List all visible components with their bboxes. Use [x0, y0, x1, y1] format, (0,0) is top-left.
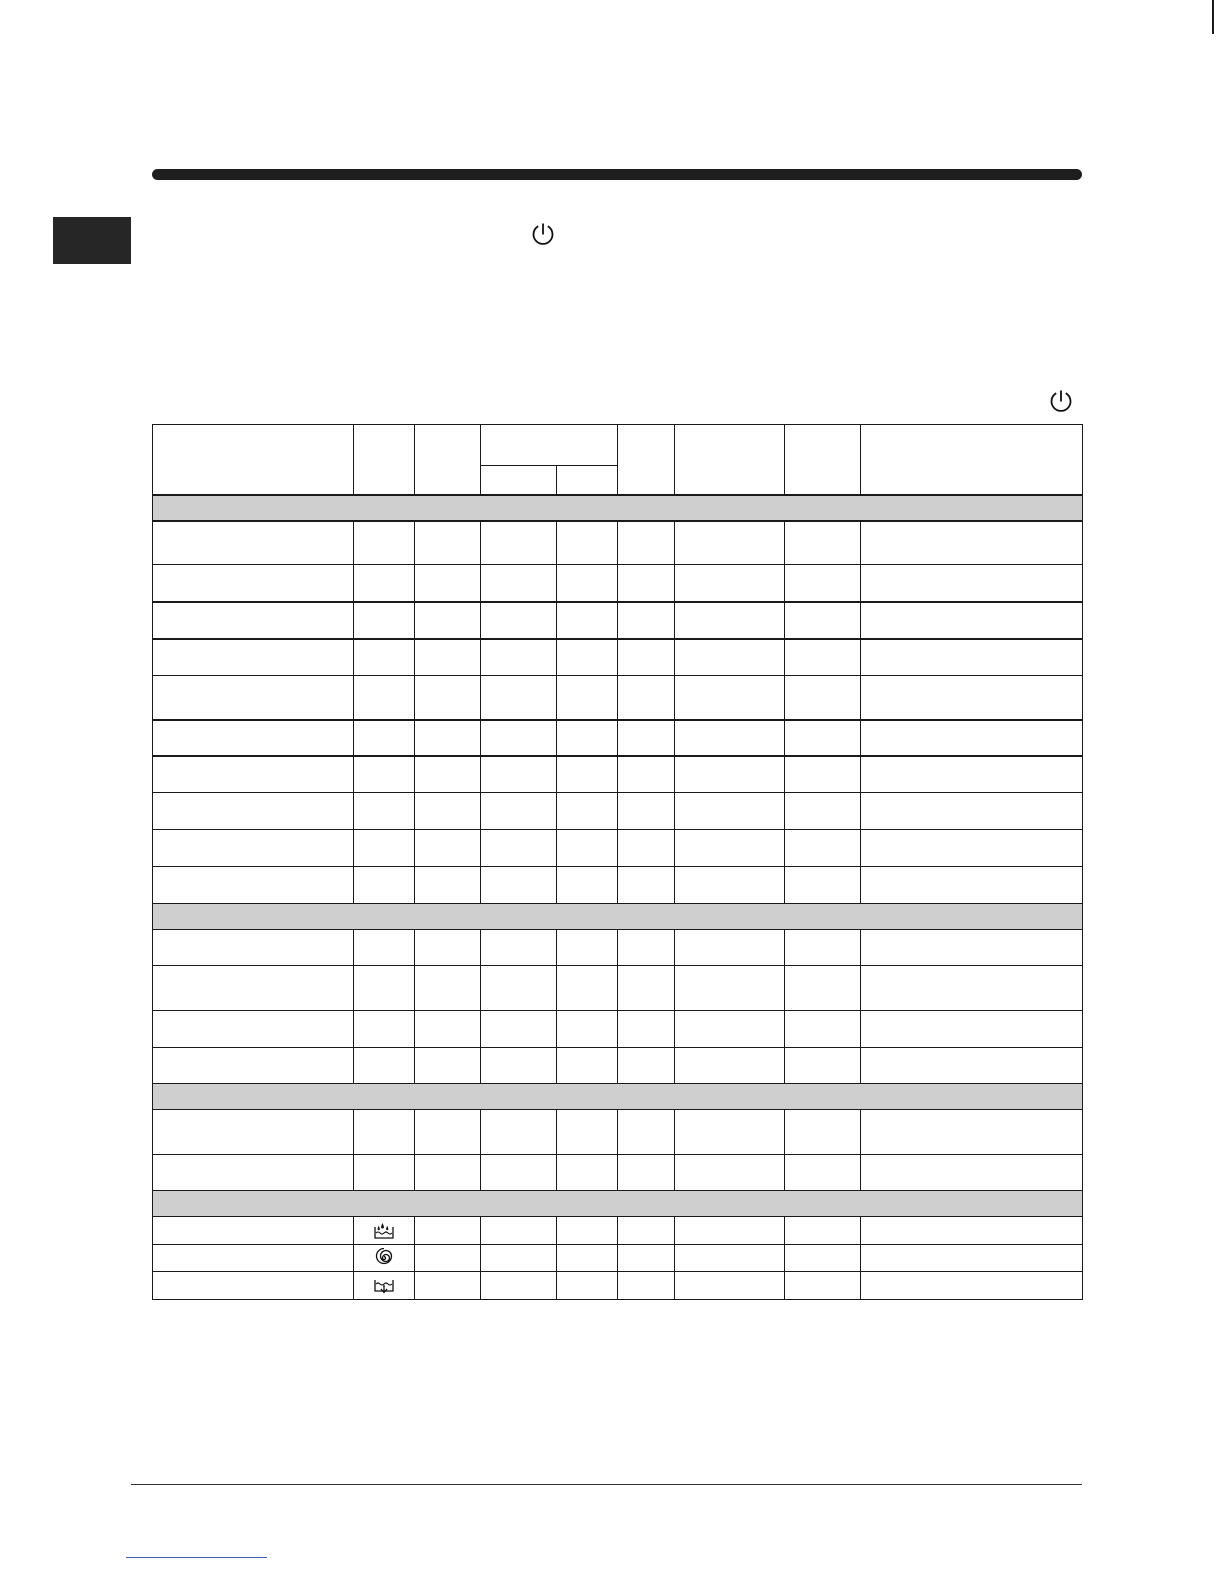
- table-row: [153, 1245, 1083, 1272]
- power-button-icon: [530, 221, 556, 247]
- table-row: [153, 521, 1083, 565]
- table-row: [153, 1272, 1083, 1300]
- table-row: [153, 867, 1083, 904]
- table-row: [153, 930, 1083, 966]
- table-row: [153, 793, 1083, 830]
- table-row: [153, 1110, 1083, 1155]
- table-row: [153, 830, 1083, 867]
- table-row: [153, 1048, 1083, 1084]
- section-header-row: [153, 495, 1083, 521]
- table-row: [153, 1011, 1083, 1048]
- programme-table: [152, 424, 1083, 1300]
- table-row: [153, 966, 1083, 1011]
- section-header-row: [153, 904, 1083, 930]
- drain-icon: [373, 1277, 395, 1295]
- section-header-row: [153, 1084, 1083, 1110]
- language-tab: [53, 217, 131, 264]
- footer-link-underline[interactable]: [126, 1557, 267, 1558]
- table-row: [153, 565, 1083, 602]
- table-row: [153, 1155, 1083, 1191]
- table-row: [153, 720, 1083, 756]
- table-row: [153, 676, 1083, 720]
- table-row: [153, 1217, 1083, 1245]
- rinse-icon: [373, 1221, 395, 1241]
- table-row: [153, 639, 1083, 676]
- section-header-row: [153, 1191, 1083, 1217]
- table-header-row: [153, 425, 1083, 466]
- spin-icon: [374, 1248, 394, 1268]
- power-button-icon: [1048, 388, 1074, 414]
- table-row: [153, 756, 1083, 793]
- title-rule: [152, 169, 1082, 180]
- table-row: [153, 602, 1083, 639]
- footer-rule: [131, 1484, 1082, 1485]
- top-edge-line: [1212, 0, 1214, 34]
